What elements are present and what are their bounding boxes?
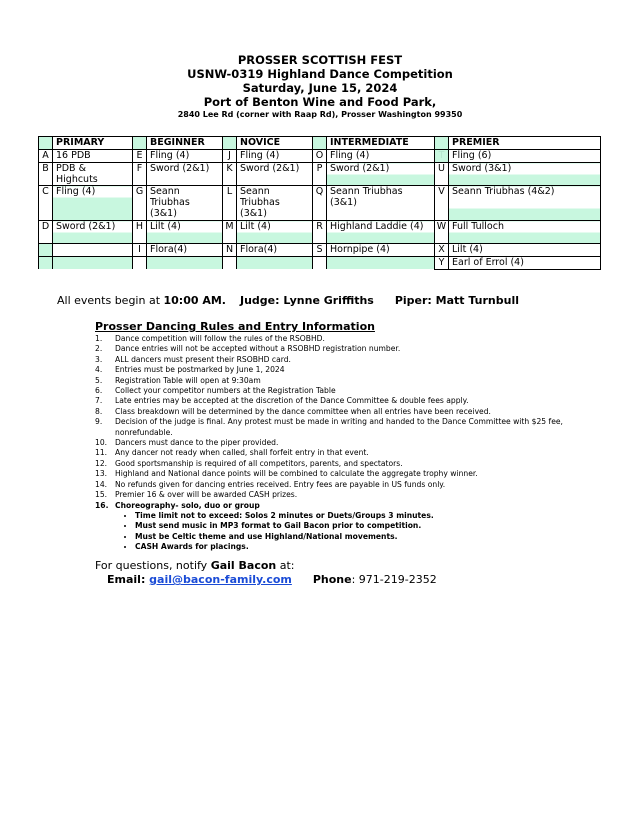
header-primary: PRIMARY bbox=[53, 137, 133, 150]
list-item: • Must be Celtic theme and use Highland/National movements. bbox=[135, 532, 575, 542]
rules-list bbox=[95, 334, 575, 511]
table-row: A 16 PDB E Fling (4) J Fling (4) O Fling (4) T Fling (6) bbox=[39, 150, 601, 163]
rules-section bbox=[95, 320, 575, 553]
list-item: 15. Premier 16 & over will be awarded CASH prizes. bbox=[95, 490, 298, 500]
list-item: 3. ALL dancers must present their RSOBHD card. bbox=[95, 354, 291, 364]
list-item: 12. Good sportsmanship is required of all competitors, parents, and spectators. bbox=[95, 458, 403, 468]
venue: Port of Benton Wine and Food Park, bbox=[203, 95, 437, 109]
header-beginner: BEGINNER bbox=[147, 137, 223, 150]
list-item: 11. Any dancer not ready when called, shall forfeit entry in that event. bbox=[95, 448, 369, 458]
table-header-row bbox=[39, 137, 601, 150]
phone-number: : 971-219-2352 bbox=[351, 573, 437, 586]
header-novice: NOVICE bbox=[237, 137, 313, 150]
venue-address: 2840 Lee Rd (corner with Raap Rd), Prosser Washington 99350 bbox=[177, 110, 463, 119]
contact-name: Gail Bacon bbox=[210, 559, 277, 572]
table-row: I Flora(4) N Flora(4) S Hornpipe (4) X Lilt (4) bbox=[39, 244, 601, 257]
list-item: 14. No refunds given for dancing entries received. Entry fees are payable in US funds only. bbox=[95, 479, 446, 489]
contact-section: For questions, notify Gail Bacon at: Email: gail@bacon-family.com Phone: 971-219-2352 bbox=[95, 559, 437, 586]
list-item: 9. Decision of the judge is final. Any protest must be made in writing and handed to the Dance Committee with $25 fee, nonrefundable. bbox=[95, 417, 563, 437]
header-intermediate: INTERMEDIATE bbox=[327, 137, 435, 150]
start-time: 10:00 AM. bbox=[163, 294, 226, 307]
piper: Piper: Matt Turnbull bbox=[394, 294, 520, 307]
email-link[interactable]: gail@bacon-family.com bbox=[149, 573, 292, 586]
list-item: 8. Class breakdown will be determined by the dance committee when all entries have been received. bbox=[95, 406, 491, 416]
table-row: B PDB & Highcuts F Sword (2&1) K Sword (2&1) P Sword (2&1) U Sword (3&1) bbox=[39, 163, 601, 186]
table-row: C Fling (4) G Seann Triubhas (3&1) L Seann Triubhas (3&1) Q Seann Triubhas (3&1) V Seann Triubhas (4&2) bbox=[39, 186, 601, 221]
event-date: Saturday, June 15, 2024 bbox=[242, 81, 398, 95]
list-item: 13. Highland and National dance points will be combined to calculate the aggregate trophy winner. bbox=[95, 469, 478, 479]
list-item: 6. Collect your competitor numbers at the Registration Table bbox=[95, 386, 336, 396]
table-row: D Sword (2&1) H Lilt (4) M Lilt (4) R Highland Laddie (4) W Full Tulloch bbox=[39, 221, 601, 244]
dance-schedule-table bbox=[38, 136, 601, 270]
list-item: 1. Dance competition will follow the rules of the RSOBHD. bbox=[95, 334, 325, 343]
list-item: • Must send music in MP3 format to Gail Bacon prior to competition. bbox=[135, 521, 575, 531]
header-premier: PREMIER bbox=[449, 137, 601, 150]
list-item: 16. Choreography- solo, duo or group bbox=[95, 500, 260, 510]
event-title: PROSSER SCOTTISH FEST bbox=[237, 53, 403, 67]
choreography-sublist bbox=[95, 511, 575, 553]
list-item: 4. Entries must be postmarked by June 1, 2024 bbox=[95, 365, 285, 375]
list-item: 2. Dance entries will not be accepted without a RSOBHD registration number. bbox=[95, 344, 401, 354]
list-item: 7. Late entries may be accepted at the discretion of the Dance Committee & double fees apply. bbox=[95, 396, 469, 406]
list-item: 10. Dancers must dance to the piper provided. bbox=[95, 438, 279, 448]
event-info-line: All events begin at 10:00 AM. Judge: Lynne Griffiths Piper: Matt Turnbull bbox=[57, 294, 520, 307]
judge: Judge: Lynne Griffiths bbox=[239, 294, 374, 307]
document-header bbox=[0, 53, 640, 121]
list-item: • Time limit not to exceed: Solos 2 minutes or Duets/Groups 3 minutes. bbox=[135, 511, 575, 521]
table-row: Y Earl of Errol (4) bbox=[39, 257, 601, 270]
list-item: • CASH Awards for placings. bbox=[135, 542, 575, 552]
rules-title: Prosser Dancing Rules and Entry Information bbox=[95, 320, 375, 333]
list-item: 5. Registration Table will open at 9:30am bbox=[95, 375, 261, 385]
competition-title: USNW-0319 Highland Dance Competition bbox=[187, 67, 453, 81]
